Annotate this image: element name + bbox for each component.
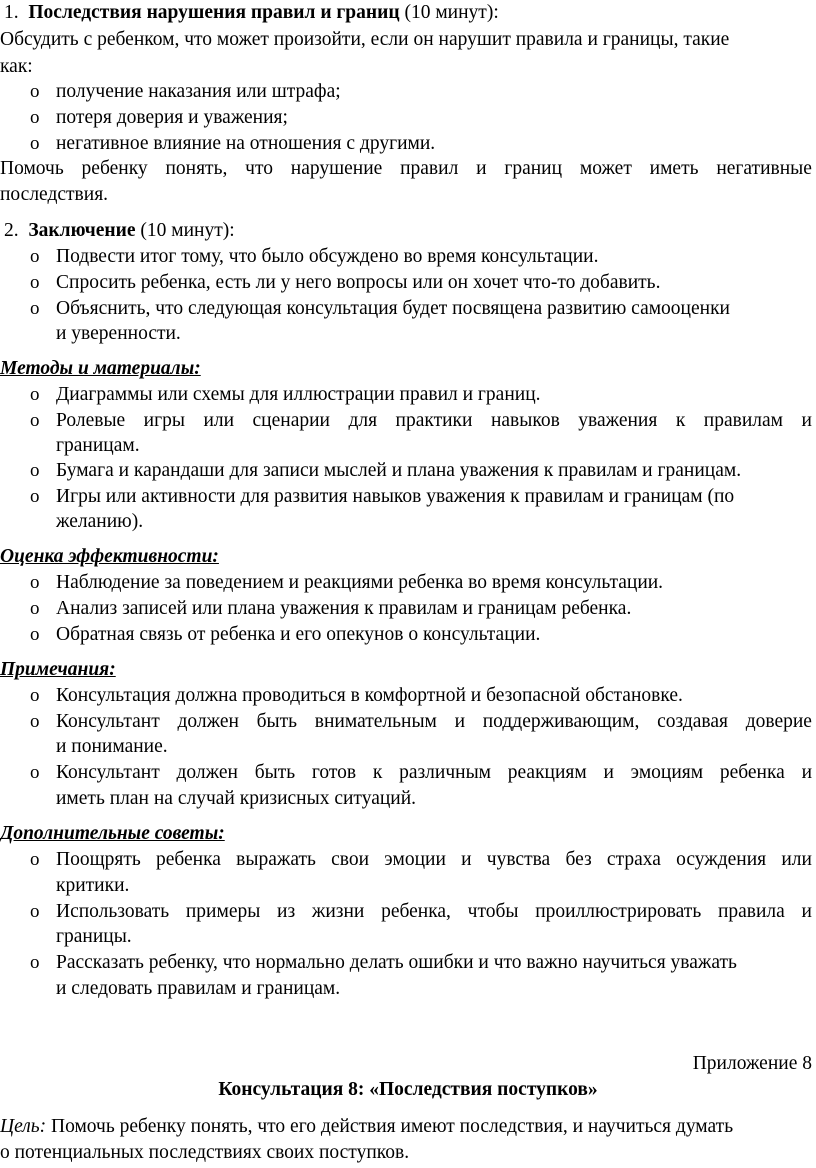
- bullet-icon: o: [30, 849, 40, 870]
- section-1-outro-line-1: [0, 155, 812, 182]
- word: правил: [400, 158, 459, 179]
- word: Консультант: [56, 711, 160, 732]
- section-1-title: Последствия нарушения правил и границ: [28, 2, 400, 23]
- word: Ролевые: [56, 410, 126, 431]
- evaluation-heading: Оценка эффективности:: [0, 546, 219, 567]
- word: правила: [717, 901, 785, 922]
- word: Помочь: [0, 158, 64, 179]
- appendix-label: Приложение 8: [692, 1053, 812, 1074]
- list-item: Бумага и карандаши для записи мыслей и плана уважения к правилам и границам.: [56, 460, 742, 481]
- list-item-continuation: границам.: [56, 435, 140, 456]
- word: ребенку: [81, 158, 148, 179]
- word: что: [245, 158, 273, 179]
- word: или: [781, 849, 812, 870]
- word: быть: [254, 762, 296, 783]
- bullet-icon: o: [30, 246, 40, 267]
- list-item-continuation: и следовать правилам и границам.: [56, 978, 341, 999]
- word: и: [476, 158, 487, 179]
- list-item: Спросить ребенка, есть ли у него вопросы или он хочет что-то добавить.: [56, 272, 661, 293]
- word: примеры: [185, 901, 261, 922]
- notes-heading: Примечания:: [0, 659, 116, 680]
- word: и: [603, 762, 614, 783]
- list-item: Игры или активности для развития навыков уважения к правилам и границам (по: [56, 486, 735, 507]
- word: готов: [311, 762, 357, 783]
- bullet-icon: o: [30, 410, 40, 431]
- appendix-title: Консультация 8: «Последствия поступков»: [218, 1079, 598, 1100]
- word: границ: [504, 158, 563, 179]
- word: и: [454, 711, 466, 732]
- word: свои: [331, 849, 370, 870]
- word: и: [801, 762, 812, 783]
- word: Консультант: [56, 762, 160, 783]
- word: должен: [177, 711, 239, 732]
- word: поддерживающим,: [482, 711, 640, 732]
- word: к: [675, 410, 686, 431]
- section-1-outro-line-2: последствия.: [0, 184, 109, 205]
- list-item-continuation: критики.: [56, 875, 130, 896]
- word: для: [348, 410, 378, 431]
- bullet-icon: o: [30, 384, 40, 405]
- list-item-continuation: желанию).: [56, 511, 144, 532]
- list-item-continuation: границы.: [56, 926, 132, 947]
- word: проиллюстрировать: [535, 901, 702, 922]
- list-item-continuation: иметь план на случай кризисных ситуаций.: [56, 788, 417, 809]
- word: эмоции: [384, 849, 446, 870]
- notes-item-2-line-1: [56, 708, 812, 735]
- list-item-continuation: и понимание.: [56, 736, 168, 757]
- word: реакциям: [507, 762, 587, 783]
- word: уважения: [578, 410, 658, 431]
- bullet-icon: o: [30, 598, 40, 619]
- bullet-icon: o: [30, 711, 40, 732]
- word: к: [372, 762, 383, 783]
- word: или: [203, 410, 235, 431]
- methods-heading: Методы и материалы:: [0, 358, 201, 379]
- bullet-icon: o: [30, 107, 40, 128]
- list-item: Консультация должна проводиться в комфортной и безопасной обстановке.: [56, 685, 683, 706]
- bullet-icon: o: [30, 298, 40, 319]
- list-item: Наблюдение за поведением и реакциями ребенка во время консультации.: [56, 572, 664, 593]
- word: практики: [395, 410, 473, 431]
- bullet-icon: o: [30, 460, 40, 481]
- bullet-icon: o: [30, 486, 40, 507]
- list-item: Объяснить, что следующая консультация будет посвящена развитию самооценки: [56, 298, 730, 319]
- bullet-icon: o: [30, 272, 40, 293]
- word: понять,: [165, 158, 228, 179]
- word: игры: [143, 410, 185, 431]
- goal-text: Помочь ребенку понять, что его действия имеют последствия, и научиться думать: [51, 1116, 734, 1137]
- word: ребенка: [719, 762, 785, 783]
- word: выражать: [236, 849, 316, 870]
- word: доверие: [745, 711, 812, 732]
- goal-line-2: о потенциальных последствиях своих поступков.: [0, 1142, 410, 1163]
- list-item: потеря доверия и уважения;: [56, 107, 288, 128]
- word: страха: [606, 849, 661, 870]
- word: и: [461, 849, 472, 870]
- tips-heading: Дополнительные советы:: [0, 823, 225, 844]
- tips-item-1-line-1: [56, 846, 812, 873]
- list-item: Рассказать ребенку, что нормально делать ошибки и что важно научиться уважать: [56, 952, 737, 973]
- list-item: Анализ записей или плана уважения к правилам и границам ребенка.: [56, 598, 632, 619]
- word: внимательным: [314, 711, 437, 732]
- bullet-icon: o: [30, 624, 40, 645]
- word: ребенка,: [381, 901, 451, 922]
- bullet-icon: o: [30, 952, 40, 973]
- tips-item-2-line-1: [56, 898, 812, 925]
- bullet-icon: o: [30, 901, 40, 922]
- word: навыков: [490, 410, 560, 431]
- word: должен: [176, 762, 238, 783]
- word: без: [565, 849, 592, 870]
- word: и: [801, 410, 812, 431]
- word: различным: [399, 762, 492, 783]
- word: иметь: [649, 158, 699, 179]
- list-item: негативное влияние на отношения с другими.: [56, 133, 436, 154]
- list-item: Обратная связь от ребенка и его опекунов о консультации.: [56, 624, 541, 645]
- notes-item-3-line-1: [56, 759, 812, 786]
- goal-label: Цель:: [0, 1116, 47, 1137]
- section-1-intro-line-1: Обсудить с ребенком, что может произойти, если он нарушит правила и границы, такие: [0, 29, 730, 50]
- methods-item-2-line-1: [56, 407, 812, 434]
- section-2-duration: (10 минут):: [140, 220, 235, 241]
- word: чувства: [486, 849, 551, 870]
- bullet-icon: o: [30, 81, 40, 102]
- list-item: Диаграммы или схемы для иллюстрации правил и границ.: [56, 384, 541, 405]
- word: сценарии: [252, 410, 330, 431]
- list-item: получение наказания или штрафа;: [56, 81, 341, 102]
- bullet-icon: o: [30, 572, 40, 593]
- bullet-icon: o: [30, 685, 40, 706]
- bullet-icon: o: [30, 762, 40, 783]
- word: из: [277, 901, 296, 922]
- section-1-duration: (10 минут):: [404, 2, 499, 23]
- section-2-heading: 2. Заключение (10 минут):: [4, 220, 235, 241]
- word: негативные: [716, 158, 812, 179]
- word: и: [801, 901, 812, 922]
- word: создавая: [657, 711, 728, 732]
- word: может: [579, 158, 632, 179]
- word: Поощрять: [56, 849, 141, 870]
- word: правилам: [703, 410, 783, 431]
- goal-line-1: [0, 1113, 733, 1140]
- word: Использовать: [56, 901, 170, 922]
- word: чтобы: [467, 901, 519, 922]
- list-item: Подвести итог тому, что было обсуждено во время консультации.: [56, 246, 599, 267]
- section-1-heading: 1. Последствия нарушения правил и границ (10 минут):: [4, 2, 499, 23]
- bullet-icon: o: [30, 133, 40, 154]
- word: быть: [256, 711, 298, 732]
- word: нарушение: [290, 158, 383, 179]
- word: осуждения: [676, 849, 767, 870]
- section-1-intro-line-2: как:: [0, 56, 33, 77]
- section-2-title: Заключение: [28, 220, 136, 241]
- word: ребенка: [155, 849, 221, 870]
- list-item-continuation: и уверенности.: [56, 323, 181, 344]
- word: эмоциям: [630, 762, 704, 783]
- word: жизни: [311, 901, 365, 922]
